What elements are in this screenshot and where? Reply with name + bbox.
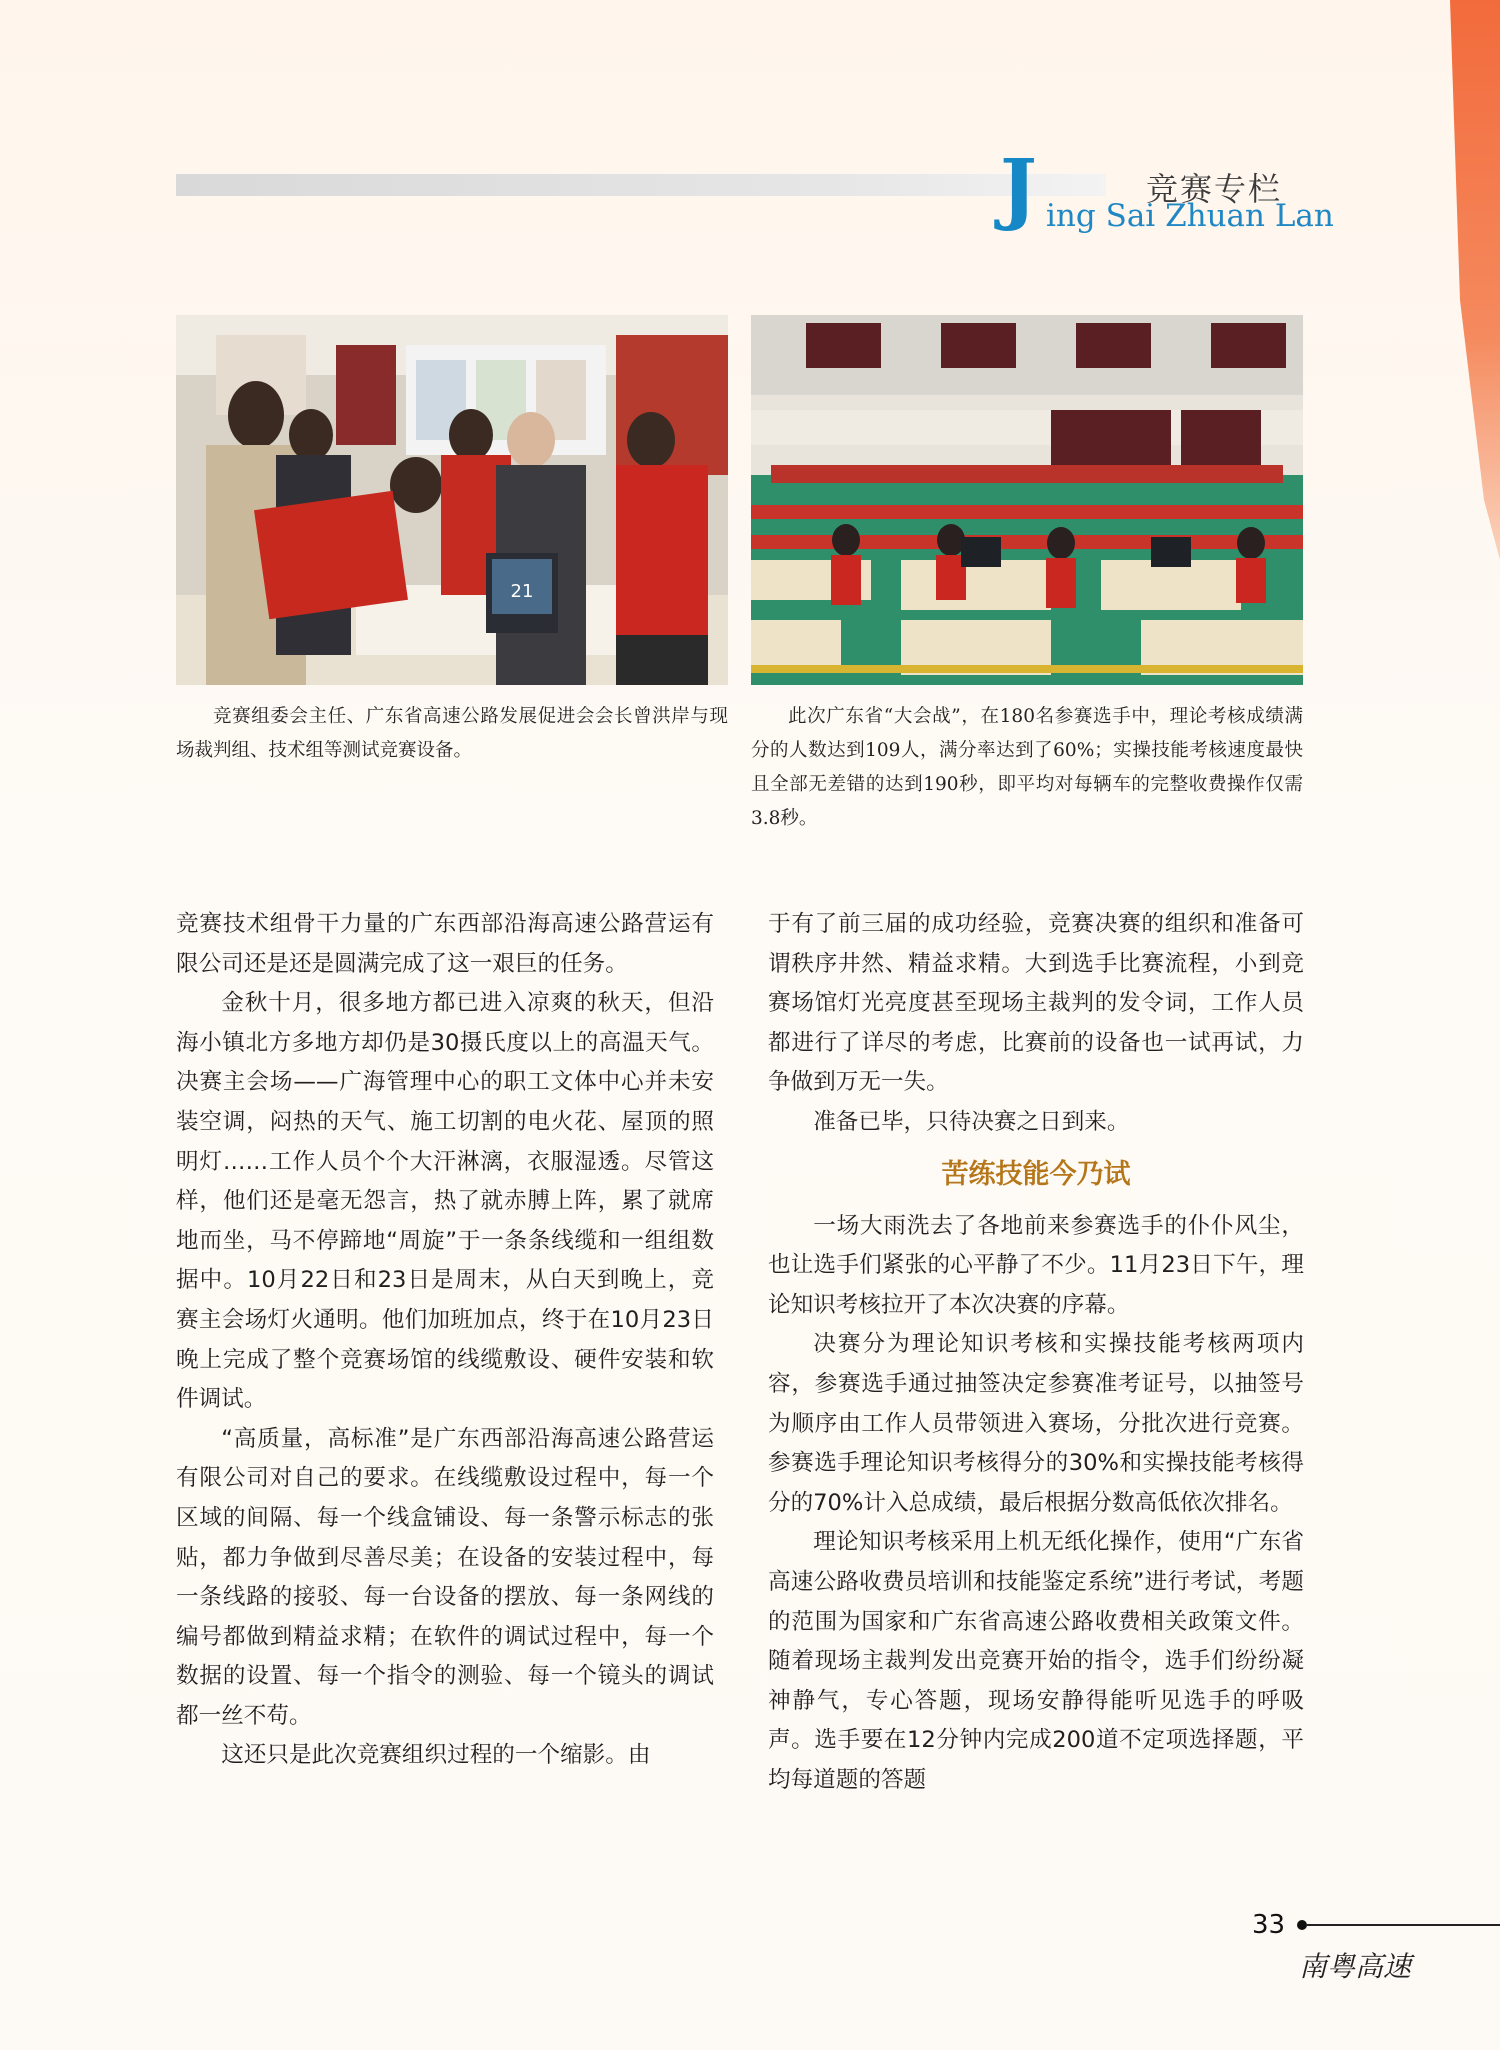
paragraph: 一场大雨洗去了各地前来参赛选手的仆仆风尘，也让选手们紧张的心平静了不少。11月23日下午，理论知识考核拉开了本次决赛的序幕。 (768, 1212, 1304, 1318)
photo-competition-hall (751, 315, 1303, 685)
paragraph: 金秋十月，很多地方都已进入凉爽的秋天，但沿海小镇北方多地方却仍是30摄氏度以上的高温天气。决赛主会场——广海管理中心的职工文体中心并未安装空调，闷热的天气、施工切割的电火花、屋顶的照明灯……工作人员个个大汗淋漓，衣服湿透。尽管这样，他们还是毫无怨言，热了就赤膊上阵，累了就席地而坐，马不停蹄地“周旋”于一条条线缆和一组组数据中。10月22日和23日是周末，从白天到晚上，竞赛主会场灯火通明。他们加班加点，终于在10月23日晚上完成了整个竞赛场馆的线缆敷设、硬件安装和软件调试。 (176, 990, 714, 1413)
paragraph: “高质量，高标准”是广东西部沿海高速公路营运有限公司对自己的要求。在线缆敷设过程中，每一个区域的间隔、每一个线盒铺设、每一条警示标志的张贴，都力争做到尽善尽美；在设备的安装过程中，每一条线路的接驳、每一台设备的摆放、每一条网线的编号都做到精益求精；在软件的调试过程中，每一个数据的设置、每一个指令的测验、每一个镜头的调试都一丝不苟。 (176, 1425, 714, 1729)
svg-text:南粤高速: 南粤高速 (1299, 1950, 1412, 1983)
paragraph: 竞赛技术组骨干力量的广东西部沿海高速公路营运有限公司还是还是圆满完成了这一艰巨的任务。 (176, 911, 714, 977)
section-title-cn: 竞赛专栏 (1146, 170, 1283, 208)
paragraph: 这还只是此次竞赛组织过程的一个缩影。由 (221, 1742, 651, 1769)
caption-left (176, 700, 728, 768)
article-column-left (176, 905, 714, 1776)
magazine-logo (1295, 1938, 1415, 1990)
paragraph: 准备已毕，只待决赛之日到来。 (813, 1108, 1130, 1135)
corner-decoration (1440, 0, 1500, 560)
section-title-en: ing Sai Zhuan Lan (1046, 198, 1334, 234)
paragraph: 于有了前三届的成功经验，竞赛决赛的组织和准备可谓秩序井然、精益求精。大到选手比赛流程，小到竞赛场馆灯光亮度甚至现场主裁判的发令词，工作人员都进行了详尽的考虑，比赛前的设备也一试再试，力争做到万无一失。 (768, 911, 1304, 1096)
photo-monitor-label: 21 (510, 581, 534, 602)
section-heading: 苦练技能今乃试 (941, 1158, 1131, 1190)
caption-right (751, 700, 1303, 836)
footer-dot (1297, 1920, 1307, 1930)
page-number: 33 (1252, 1910, 1286, 1940)
header-bar (176, 174, 1106, 196)
paragraph: 决赛分为理论知识考核和实操技能考核两项内容，参赛选手通过抽签决定参赛准考证号，以抽签号为顺序由工作人员带领进入赛场，分批次进行竞赛。参赛选手理论知识考核得分的30%和实操技能考核得分的70%计入总成绩，最后根据分数高低依次排名。 (768, 1331, 1304, 1516)
caption-left-text: 竞赛组委会主任、广东省高速公路发展促进会会长曾洪岸与现场裁判组、技术组等测试竞赛设备。 (176, 706, 728, 761)
photo-officials-testing-equipment (176, 315, 728, 685)
footer-rule (1307, 1924, 1500, 1926)
paragraph: 理论知识考核采用上机无纸化操作，使用“广东省高速公路收费员培训和技能鉴定系统”进行考试，考题的范围为国家和广东省高速公路收费相关政策文件。随着现场主裁判发出竞赛开始的指令，选手们纷纷凝神静气，专心答题，现场安静得能听见选手的呼吸声。选手要在12分钟内完成200道不定项选择题，平均每道题的答题 (768, 1529, 1304, 1793)
article-column-right (768, 905, 1304, 1800)
caption-right-text: 此次广东省“大会战”，在180名参赛选手中，理论考核成绩满分的人数达到109人，满分率达到了60%；实操技能考核速度最快且全部无差错的达到190秒，即平均对每辆车的完整收费操作仅需3.8秒。 (751, 706, 1303, 829)
section-initial: J (1000, 143, 1037, 234)
